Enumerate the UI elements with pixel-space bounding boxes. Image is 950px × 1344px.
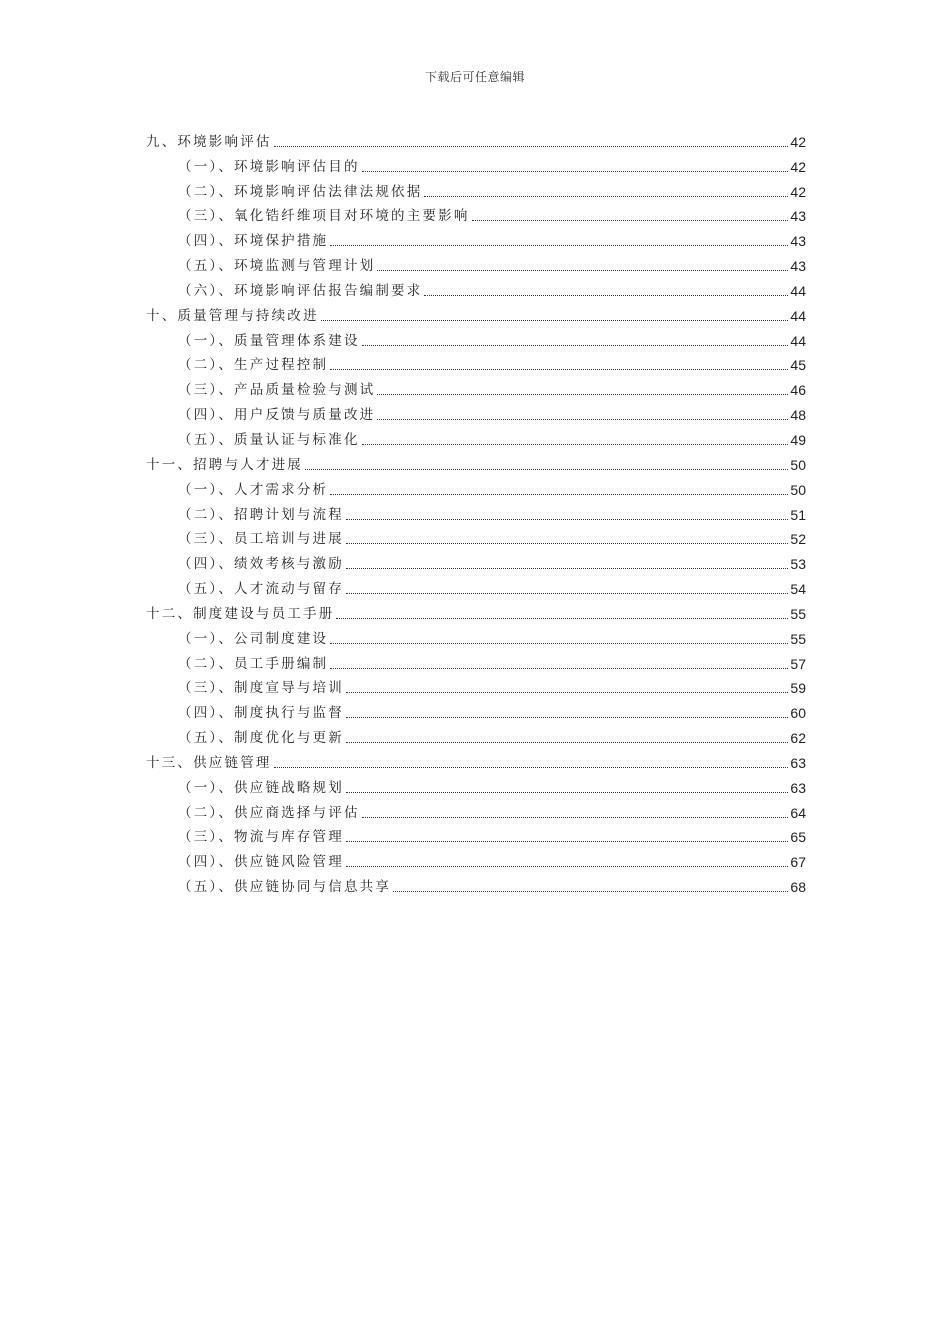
toc-section-entry[interactable] bbox=[146, 822, 806, 847]
toc-entry-label: （三）、制度宣导与培训 bbox=[178, 680, 344, 697]
toc-entry-label: （二）、供应商选择与评估 bbox=[178, 804, 360, 821]
toc-page-number: 44 bbox=[790, 307, 806, 324]
toc-entry-label: 十三、供应链管理 bbox=[146, 754, 272, 771]
toc-dot-leader bbox=[377, 394, 788, 395]
toc-dot-leader bbox=[346, 742, 788, 743]
toc-entry-label: （五）、质量认证与标准化 bbox=[178, 431, 360, 448]
toc-dot-leader bbox=[330, 668, 788, 669]
toc-page-number: 48 bbox=[790, 407, 806, 424]
toc-page-number: 62 bbox=[790, 730, 806, 747]
toc-page-number: 50 bbox=[790, 456, 806, 473]
toc-page-number: 67 bbox=[790, 854, 806, 871]
toc-entry-label: （二）、环境影响评估法律法规依据 bbox=[178, 183, 423, 200]
toc-chapter-entry[interactable] bbox=[146, 126, 806, 151]
toc-dot-leader bbox=[330, 643, 788, 644]
toc-section-entry[interactable] bbox=[146, 325, 806, 350]
toc-entry-label: （一）、公司制度建设 bbox=[178, 630, 329, 647]
toc-dot-leader bbox=[377, 270, 788, 271]
toc-section-entry[interactable] bbox=[146, 846, 806, 871]
toc-entry-label: （二）、员工手册编制 bbox=[178, 655, 329, 672]
toc-entry-label: （二）、生产过程控制 bbox=[178, 357, 329, 374]
toc-section-entry[interactable] bbox=[146, 697, 806, 722]
toc-entry-label: （一）、质量管理体系建设 bbox=[178, 332, 360, 349]
toc-entry-label: （三）、物流与库存管理 bbox=[178, 829, 344, 846]
toc-dot-leader bbox=[330, 245, 788, 246]
toc-dot-leader bbox=[274, 767, 789, 768]
toc-page-number: 51 bbox=[790, 506, 806, 523]
toc-dot-leader bbox=[377, 419, 788, 420]
toc-section-entry[interactable] bbox=[146, 499, 806, 524]
toc-dot-leader bbox=[346, 841, 788, 842]
toc-section-entry[interactable] bbox=[146, 250, 806, 275]
toc-section-entry[interactable] bbox=[146, 225, 806, 250]
toc-entry-label: 十一、招聘与人才进展 bbox=[146, 456, 303, 473]
toc-page-number: 52 bbox=[790, 531, 806, 548]
toc-section-entry[interactable] bbox=[146, 275, 806, 300]
toc-dot-leader bbox=[336, 618, 788, 619]
toc-dot-leader bbox=[330, 369, 788, 370]
toc-entry-label: （一）、环境影响评估目的 bbox=[178, 158, 360, 175]
toc-entry-label: （四）、用户反馈与质量改进 bbox=[178, 407, 376, 424]
toc-page-number: 50 bbox=[790, 481, 806, 498]
toc-entry-label: （三）、产品质量检验与测试 bbox=[178, 382, 376, 399]
toc-section-entry[interactable] bbox=[146, 151, 806, 176]
toc-page-number: 60 bbox=[790, 705, 806, 722]
toc-section-entry[interactable] bbox=[146, 623, 806, 648]
toc-dot-leader bbox=[346, 717, 788, 718]
page-header: 下载后可任意编辑 bbox=[424, 70, 525, 84]
toc-page-number: 55 bbox=[790, 630, 806, 647]
toc-page-number: 42 bbox=[790, 158, 806, 175]
toc-page-number: 43 bbox=[790, 258, 806, 275]
toc-page-number: 57 bbox=[790, 655, 806, 672]
toc-dot-leader bbox=[424, 196, 788, 197]
toc-section-entry[interactable] bbox=[146, 176, 806, 201]
toc-dot-leader bbox=[346, 519, 788, 520]
toc-chapter-entry[interactable] bbox=[146, 598, 806, 623]
toc-dot-leader bbox=[346, 792, 788, 793]
toc-entry-label: （二）、招聘计划与流程 bbox=[178, 506, 344, 523]
toc-section-entry[interactable] bbox=[146, 673, 806, 698]
toc-page-number: 54 bbox=[790, 581, 806, 598]
toc-section-entry[interactable] bbox=[146, 772, 806, 797]
toc-dot-leader bbox=[393, 891, 788, 892]
toc-section-entry[interactable] bbox=[146, 524, 806, 549]
toc-entry-label: （三）、氧化锆纤维项目对环境的主要影响 bbox=[178, 208, 470, 225]
toc-entry-label: （六）、环境影响评估报告编制要求 bbox=[178, 282, 423, 299]
toc-dot-leader bbox=[321, 320, 789, 321]
toc-page-number: 43 bbox=[790, 208, 806, 225]
toc-dot-leader bbox=[274, 146, 789, 147]
toc-page-number: 49 bbox=[790, 431, 806, 448]
table-of-contents bbox=[146, 126, 806, 896]
toc-entry-label: （四）、制度执行与监督 bbox=[178, 705, 344, 722]
toc-page-number: 65 bbox=[790, 829, 806, 846]
toc-section-entry[interactable] bbox=[146, 350, 806, 375]
toc-entry-label: 十、质量管理与持续改进 bbox=[146, 307, 319, 324]
toc-dot-leader bbox=[346, 866, 788, 867]
toc-entry-label: （五）、供应链协同与信息共享 bbox=[178, 879, 392, 896]
toc-dot-leader bbox=[362, 817, 789, 818]
toc-dot-leader bbox=[472, 220, 789, 221]
toc-page-number: 46 bbox=[790, 382, 806, 399]
toc-page-number: 59 bbox=[790, 680, 806, 697]
toc-page-number: 64 bbox=[790, 804, 806, 821]
toc-page-number: 42 bbox=[790, 183, 806, 200]
toc-section-entry[interactable] bbox=[146, 648, 806, 673]
toc-page-number: 63 bbox=[790, 754, 806, 771]
toc-section-entry[interactable] bbox=[146, 374, 806, 399]
toc-section-entry[interactable] bbox=[146, 871, 806, 896]
toc-entry-label: （三）、员工培训与进展 bbox=[178, 531, 344, 548]
toc-page-number: 68 bbox=[790, 879, 806, 896]
toc-dot-leader bbox=[346, 568, 788, 569]
toc-entry-label: 九、环境影响评估 bbox=[146, 133, 272, 150]
toc-dot-leader bbox=[346, 692, 788, 693]
toc-dot-leader bbox=[346, 593, 788, 594]
toc-section-entry[interactable] bbox=[146, 474, 806, 499]
toc-dot-leader bbox=[346, 543, 788, 544]
toc-chapter-entry[interactable] bbox=[146, 449, 806, 474]
toc-entry-label: （四）、环境保护措施 bbox=[178, 233, 329, 250]
toc-chapter-entry[interactable] bbox=[146, 747, 806, 772]
toc-dot-leader bbox=[362, 345, 789, 346]
toc-entry-label: （四）、绩效考核与激励 bbox=[178, 556, 344, 573]
toc-page-number: 63 bbox=[790, 779, 806, 796]
toc-entry-label: （五）、人才流动与留存 bbox=[178, 581, 344, 598]
toc-page-number: 53 bbox=[790, 556, 806, 573]
toc-page-number: 45 bbox=[790, 357, 806, 374]
toc-entry-label: （一）、人才需求分析 bbox=[178, 481, 329, 498]
toc-page-number: 44 bbox=[790, 332, 806, 349]
toc-section-entry[interactable] bbox=[146, 424, 806, 449]
toc-dot-leader bbox=[424, 295, 788, 296]
toc-dot-leader bbox=[330, 494, 788, 495]
toc-dot-leader bbox=[362, 444, 789, 445]
toc-chapter-entry[interactable] bbox=[146, 300, 806, 325]
toc-entry-label: （五）、制度优化与更新 bbox=[178, 730, 344, 747]
toc-page-number: 55 bbox=[790, 605, 806, 622]
toc-section-entry[interactable] bbox=[146, 722, 806, 747]
toc-entry-label: （一）、供应链战略规划 bbox=[178, 779, 344, 796]
toc-section-entry[interactable] bbox=[146, 548, 806, 573]
toc-section-entry[interactable] bbox=[146, 201, 806, 226]
toc-entry-label: （四）、供应链风险管理 bbox=[178, 854, 344, 871]
toc-page-number: 42 bbox=[790, 133, 806, 150]
toc-entry-label: （五）、环境监测与管理计划 bbox=[178, 258, 376, 275]
toc-page-number: 44 bbox=[790, 282, 806, 299]
toc-dot-leader bbox=[362, 171, 789, 172]
toc-dot-leader bbox=[305, 469, 788, 470]
toc-entry-label: 十二、制度建设与员工手册 bbox=[146, 605, 335, 622]
toc-section-entry[interactable] bbox=[146, 797, 806, 822]
toc-section-entry[interactable] bbox=[146, 399, 806, 424]
toc-section-entry[interactable] bbox=[146, 573, 806, 598]
toc-page-number: 43 bbox=[790, 233, 806, 250]
